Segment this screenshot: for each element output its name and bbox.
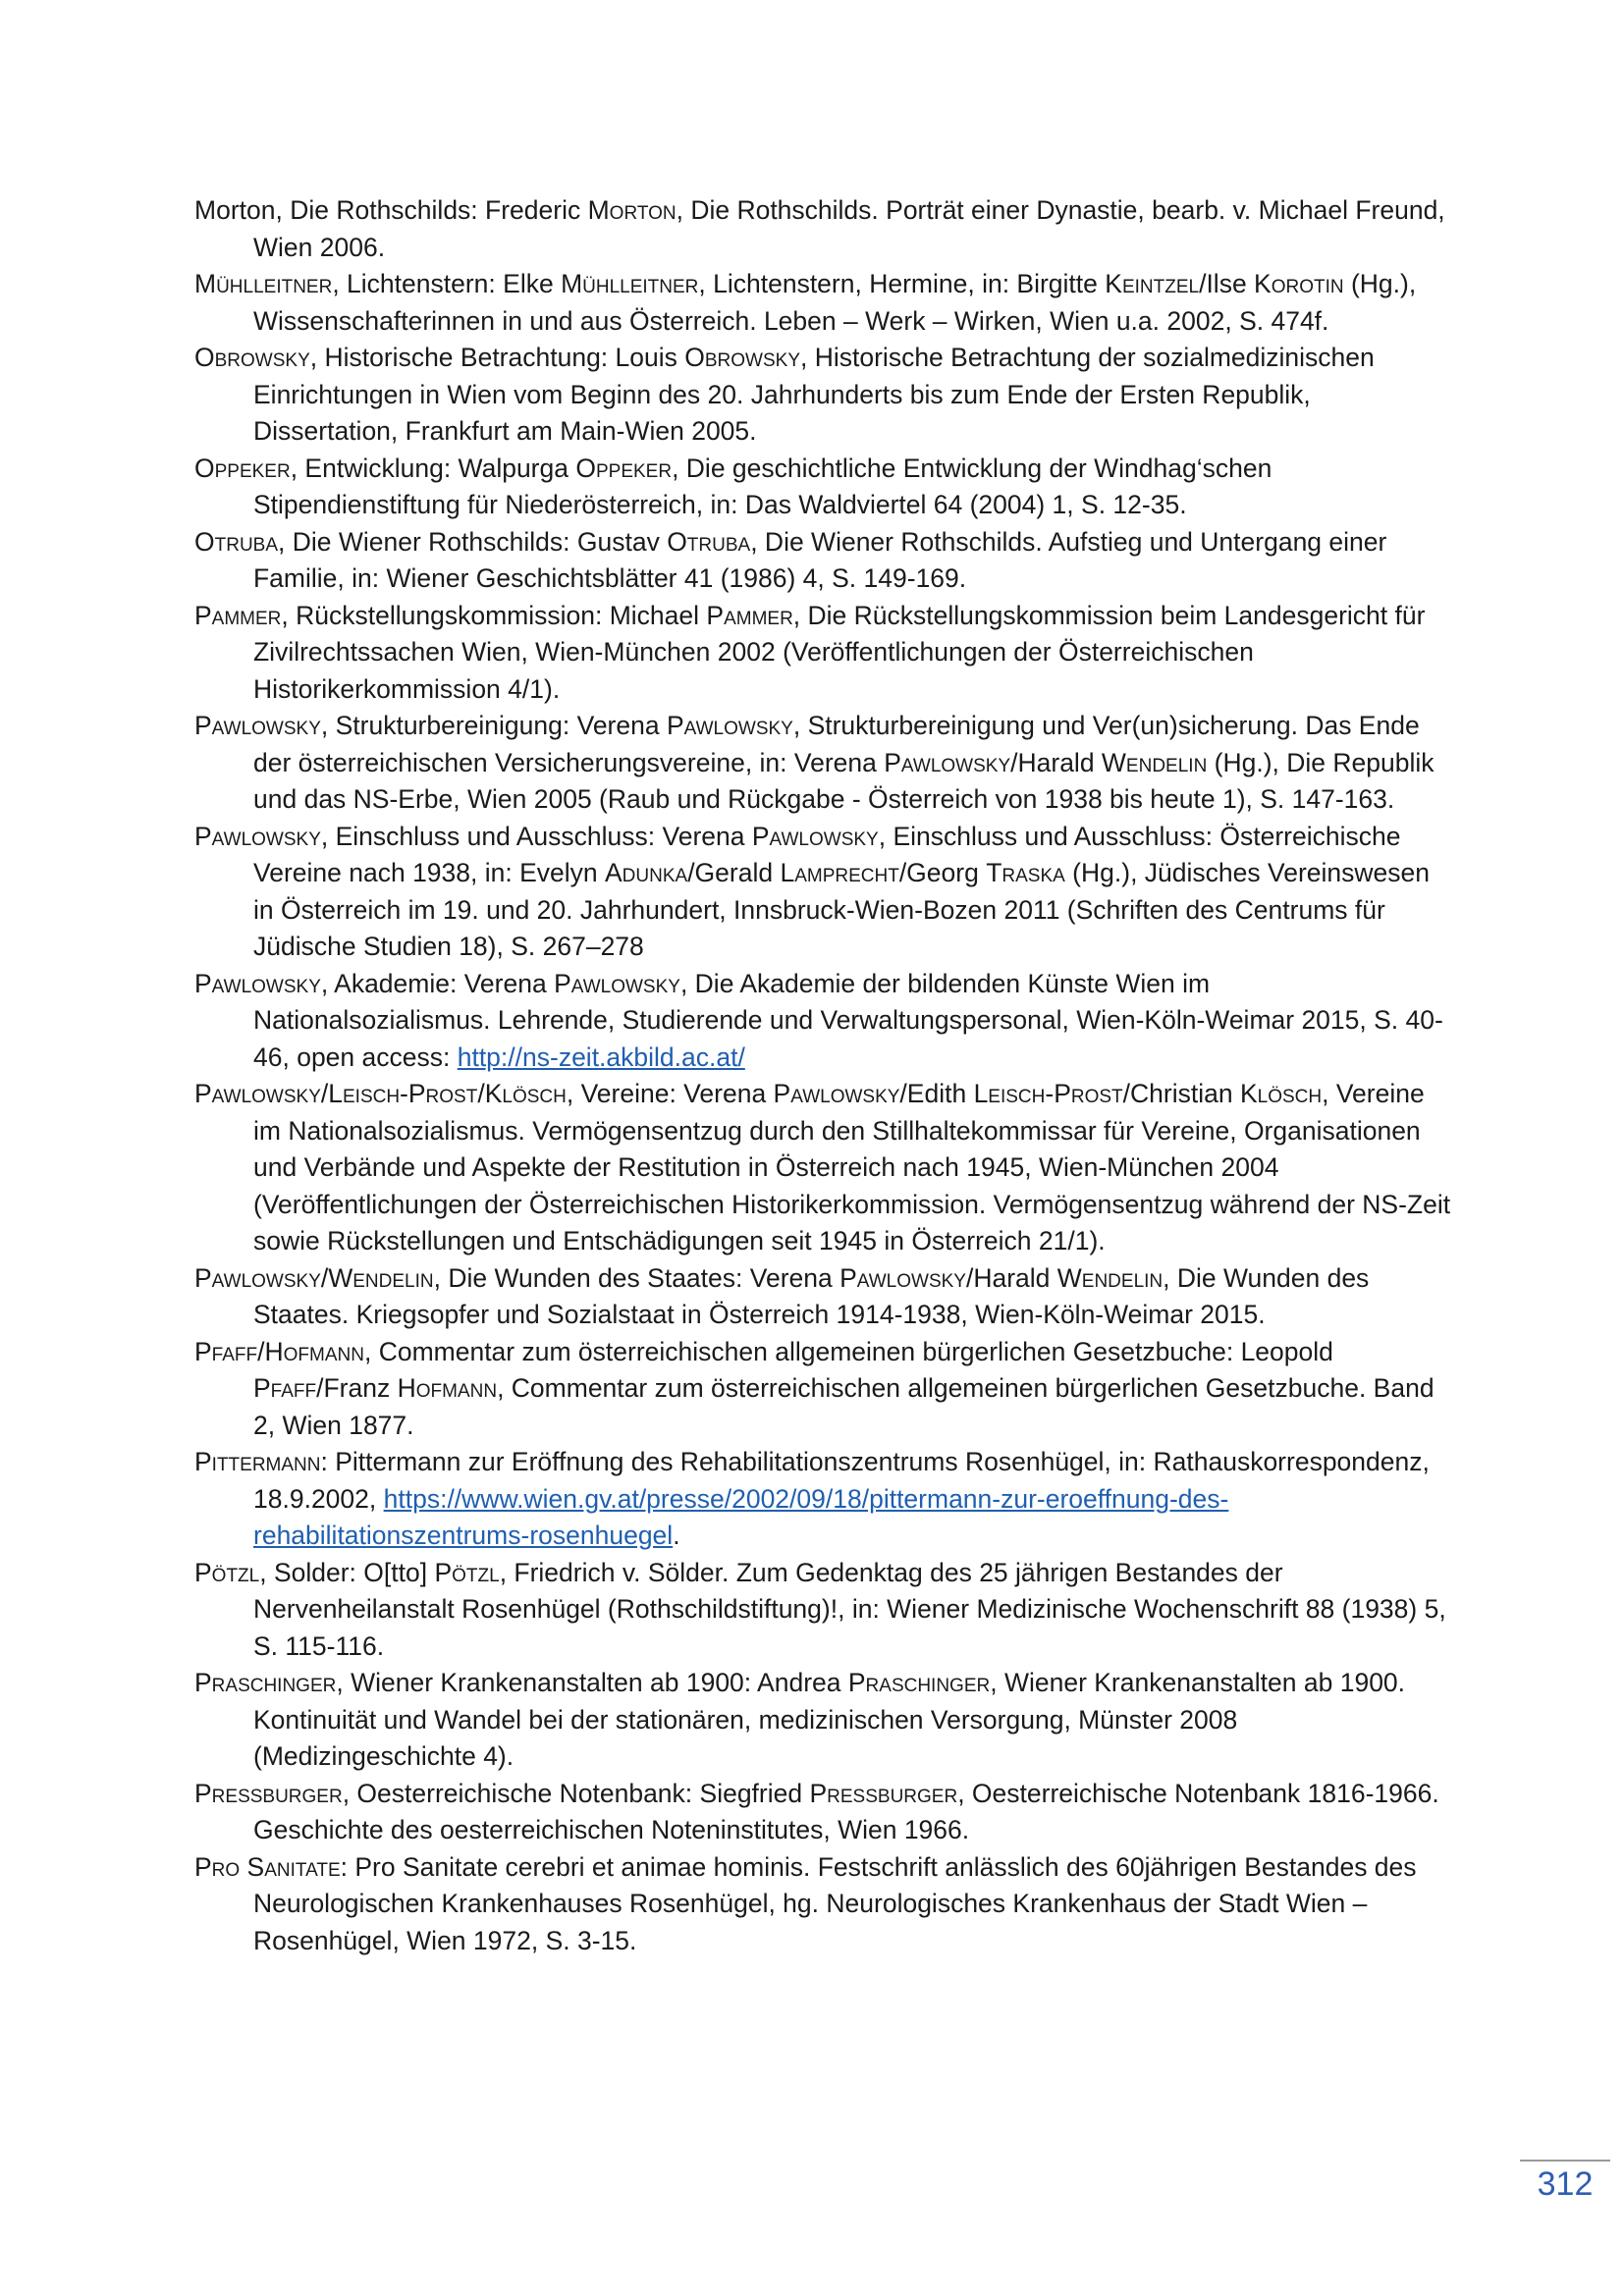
bibliography-entry: Pressburger, Oesterreichische Notenbank: Siegfried Pressburger, Oesterreichische Notenbank 1816-1966. Geschichte des oesterreichischen Noteninstitutes, Wien 1966. bbox=[194, 1778, 1439, 1844]
bibliography-entry: Praschinger, Wiener Krankenanstalten ab 1900: Andrea Praschinger, Wiener Krankenanstalten ab 1900. Kontinuität und Wandel bei der stationären, medizinischen Versorgung, Münster 2008 (Medizingeschichte 4). bbox=[194, 1668, 1406, 1771]
bibliography-entry: Pittermann: Pittermann zur Eröffnung des Rehabilitationszentrums Rosenhügel, in: Rathauskorrespondenz, 18.9.2002, https://www.wien.gv.at/presse/2002/09/18/pittermann-zur-eroeffnung-des-rehabilitationszentrums-rosenhuegel. bbox=[194, 1447, 1430, 1550]
bibliography-entry: Morton, Die Rothschilds: Frederic Morton, Die Rothschilds. Porträt einer Dynastie, bearb. v. Michael Freund, Wien 2006. bbox=[194, 195, 1445, 262]
bibliography-entry: Pammer, Rückstellungskommission: Michael Pammer, Die Rückstellungskommission beim Landesgericht für Zivilrechtssachen Wien, Wien-München 2002 (Veröffentlichungen der Österreichischen Historikerkommission 4/1). bbox=[194, 600, 1426, 704]
bibliography-entry: Pötzl, Solder: O[tto] Pötzl, Friedrich v. Sölder. Zum Gedenktag des 25 jährigen Bestandes der Nervenheilanstalt Rosenhügel (Rothschildstiftung)!, in: Wiener Medizinische Wochenschrift 88 (1938) 5, S. 115-116. bbox=[194, 1557, 1446, 1661]
bibliography-entry: Pawlowsky/Wendelin, Die Wunden des Staates: Verena Pawlowsky/Harald Wendelin, Die Wunden des Staates. Kriegsopfer und Sozialstaat in Österreich 1914-1938, Wien-Köln-Weimar 2015. bbox=[194, 1262, 1370, 1329]
press-release-link[interactable]: https://www.wien.gv.at/presse/2002/09/18/pittermann-zur-eroeffnung-des-rehabilitationszentrums-rosenhuegel bbox=[253, 1483, 1229, 1550]
bibliography-entry: Pro Sanitate: Pro Sanitate cerebri et animae hominis. Festschrift anlässlich des 60jährigen Bestandes des Neurologischen Krankenhauses Rosenhügel, hg. Neurologisches Krankenhaus der Stadt Wien – Rosenhügel, Wien 1972, S. 3-15. bbox=[194, 1851, 1417, 1955]
bibliography-entry: Otruba, Die Wiener Rothschilds: Gustav Otruba, Die Wiener Rothschilds. Aufstieg und Untergang einer Familie, in: Wiener Geschichtsblätter 41 (1986) 4, S. 149-169. bbox=[194, 526, 1387, 593]
bibliography-entry: Pawlowsky/Leisch-Prost/Klösch, Vereine: Verena Pawlowsky/Edith Leisch-Prost/Christian Klösch, Vereine im Nationalsozialismus. Vermögensentzug durch den Stillhaltekommissar für Vereine, Organisationen und Verbände und Aspekte der Restitution in Österreich nach 1945, Wien-München 2004 (Veröffentlichungen der Österreichischen Historikerkommission. Vermögensentzug während der NS-Zeit sowie Rückstellungen und Entschädigungen seit 1945 in Österreich 21/1). bbox=[194, 1079, 1451, 1255]
bibliography-entry: Pawlowsky, Akademie: Verena Pawlowsky, Die Akademie der bildenden Künste Wien im Nationalsozialismus. Lehrende, Studierende und Verwaltungspersonal, Wien-Köln-Weimar 2015, S. 40-46, open access: http://ns-zeit.akbild.ac.at/ bbox=[194, 968, 1443, 1072]
bibliography-entry: Pfaff/Hofmann, Commentar zum österreichischen allgemeinen bürgerlichen Gesetzbuche: Leopold Pfaff/Franz Hofmann, Commentar zum österreichischen allgemeinen bürgerlichen Gesetzbuche. Band 2, Wien 1877. bbox=[194, 1336, 1435, 1440]
bibliography-entry: Pawlowsky, Einschluss und Ausschluss: Verena Pawlowsky, Einschluss und Ausschluss: Österreichische Vereine nach 1938, in: Evelyn Adunka/Gerald Lamprecht/Georg Traska (Hg.), Jüdisches Vereinswesen in Österreich im 19. und 20. Jahrhundert, Innsbruck-Wien-Bozen 2011 (Schriften des Centrums für Jüdische Studien 18), S. 267–278 bbox=[194, 821, 1430, 961]
bibliography-list bbox=[194, 192, 1453, 1959]
bibliography-entry: Mühlleitner, Lichtenstern: Elke Mühlleitner, Lichtenstern, Hermine, in: Birgitte Keintzel/Ilse Korotin (Hg.), Wissenschafterinnen in und aus Österreich. Leben – Werk – Wirken, Wien u.a. 2002, S. 474f. bbox=[194, 269, 1417, 336]
bibliography-entry: Pawlowsky, Strukturbereinigung: Verena Pawlowsky, Strukturbereinigung und Ver(un)sicherung. Das Ende der österreichischen Versicherungsvereine, in: Verena Pawlowsky/Harald Wendelin (Hg.), Die Republik und das NS-Erbe, Wien 2005 (Raub und Rückgabe - Österreich von 1938 bis heute 1), S. 147-163. bbox=[194, 711, 1435, 814]
page-number: 312 bbox=[1537, 2165, 1594, 2203]
footer-divider bbox=[1520, 2160, 1610, 2162]
bibliography-entry: Obrowsky, Historische Betrachtung: Louis Obrowsky, Historische Betrachtung der sozialmedizinischen Einrichtungen in Wien vom Beginn des 20. Jahrhunderts bis zum Ende der Ersten Republik, Dissertation, Frankfurt am Main-Wien 2005. bbox=[194, 343, 1375, 446]
open-access-link[interactable]: http://ns-zeit.akbild.ac.at/ bbox=[457, 1041, 745, 1072]
bibliography-entry: Oppeker, Entwicklung: Walpurga Oppeker, Die geschichtliche Entwicklung der Windhag‘schen Stipendienstiftung für Niederösterreich, in: Das Waldviertel 64 (2004) 1, S. 12-35. bbox=[194, 453, 1272, 519]
